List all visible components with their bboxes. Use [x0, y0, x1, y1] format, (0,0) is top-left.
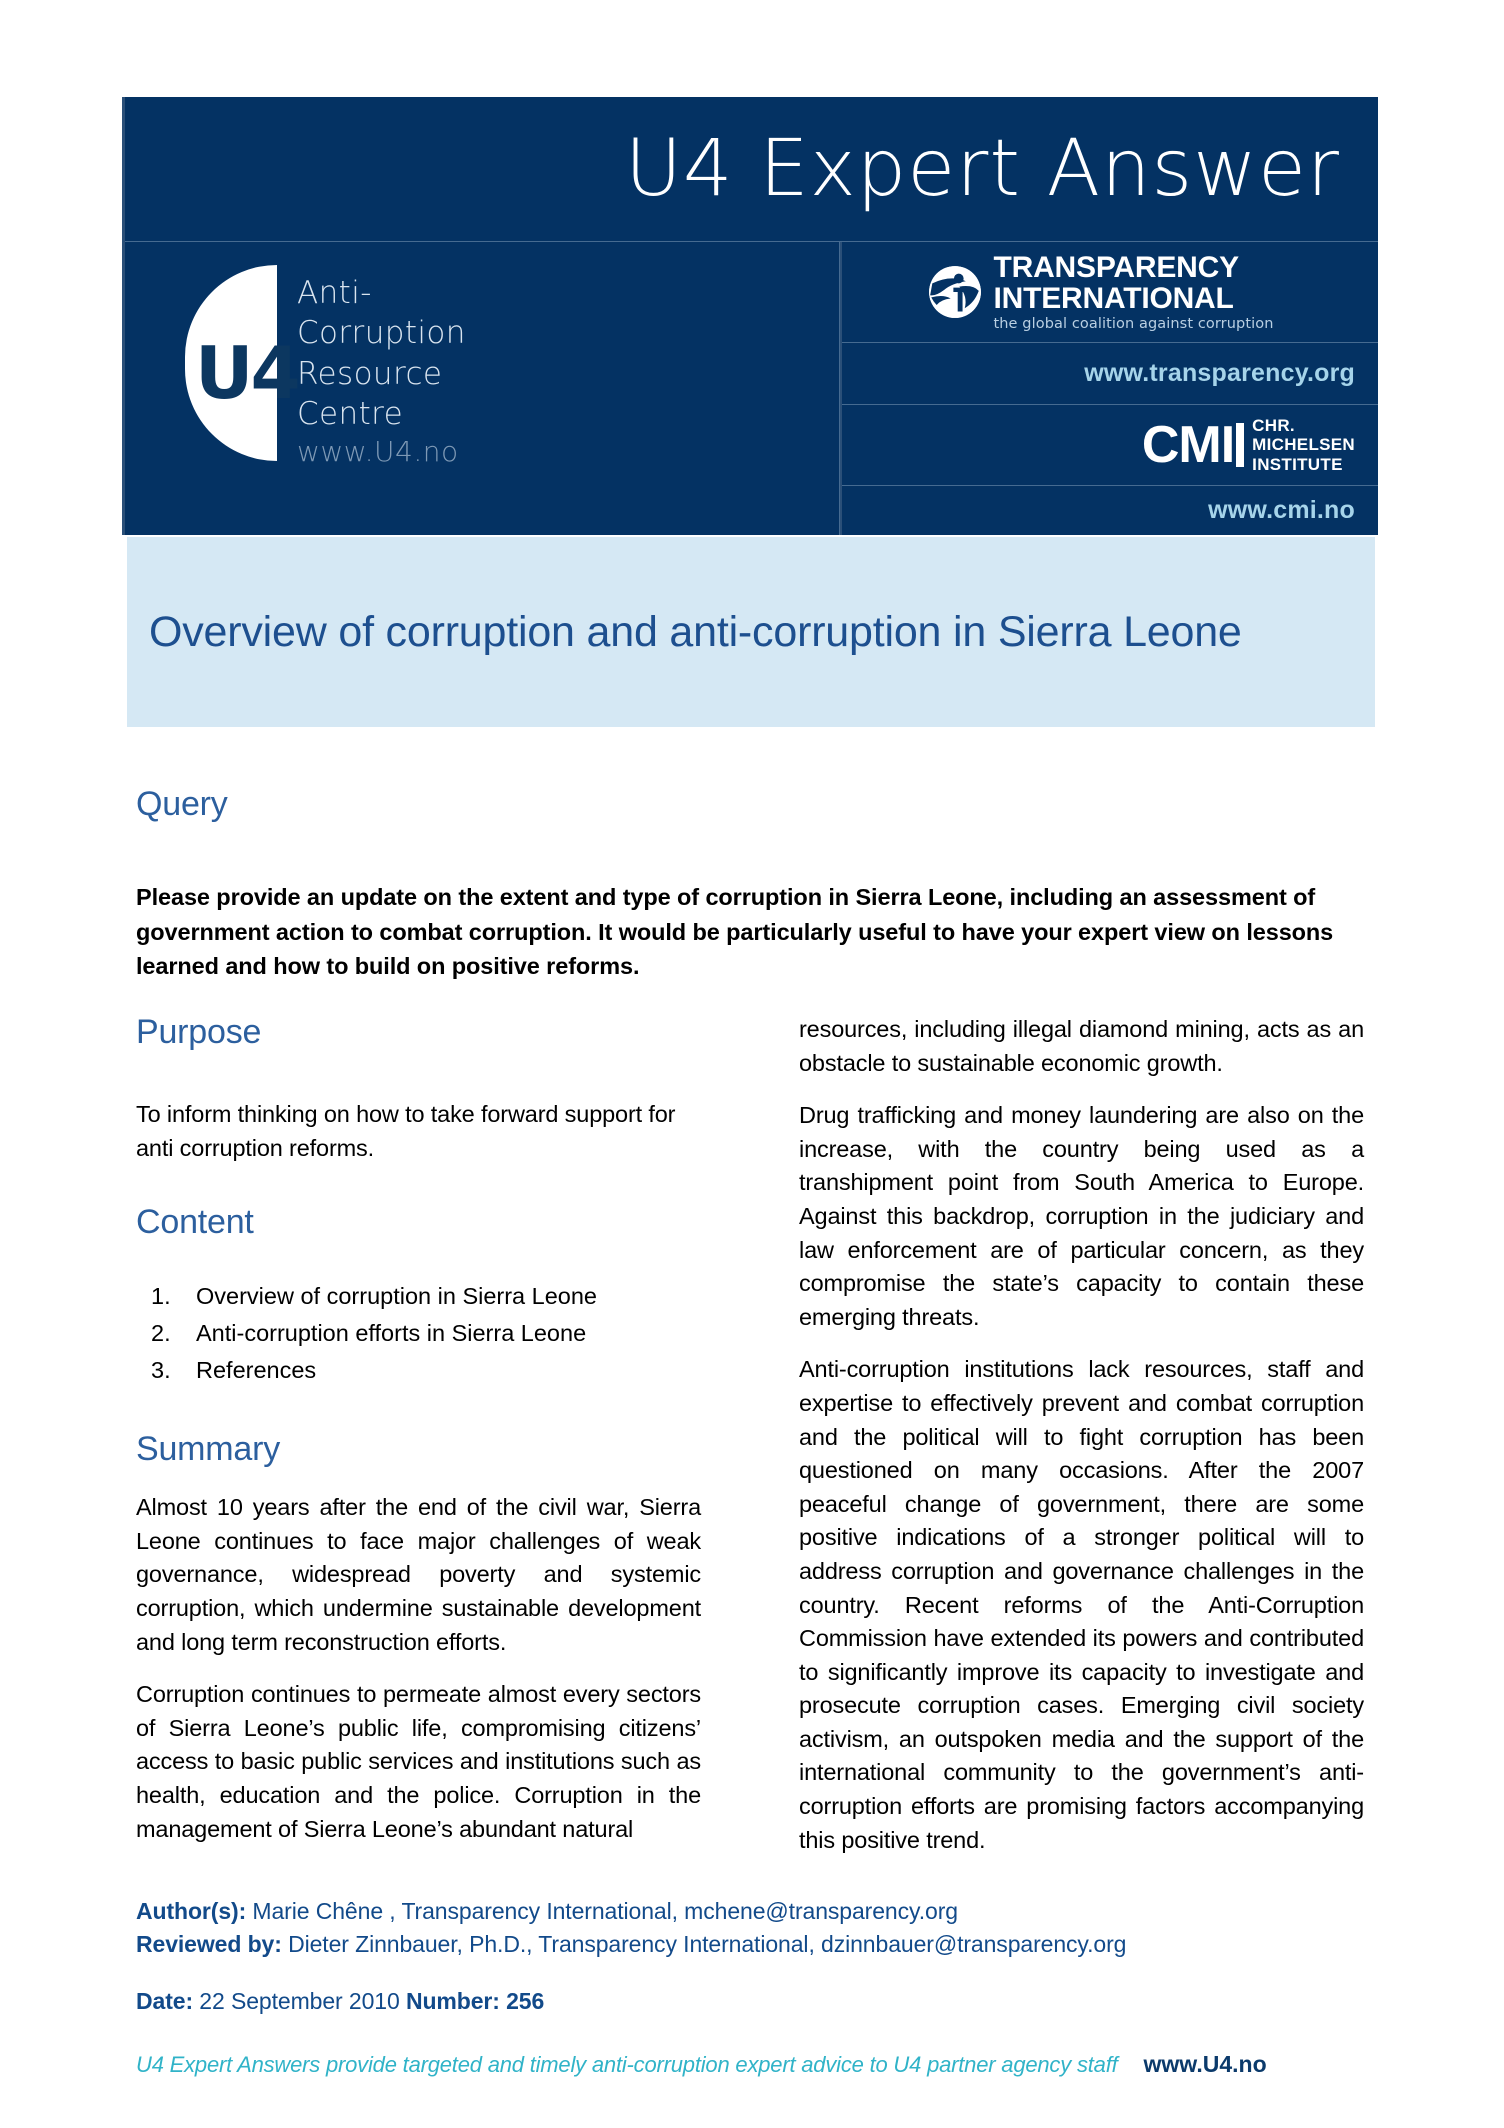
transparency-url[interactable]: www.transparency.org — [1084, 359, 1355, 387]
content-list — [136, 1278, 701, 1388]
list-item-number: 2. — [151, 1319, 171, 1346]
content-heading: Content — [136, 1203, 254, 1242]
masthead — [122, 97, 1378, 535]
reviewer-label: Reviewed by: — [136, 1930, 282, 1957]
u4-word-line3: Resource — [297, 355, 443, 392]
summary-paragraph: Anti-corruption institutions lack resources, staff and expertise to effectively prevent and combat corruption and the political will to fight corruption has been questioned on many occasions. After the 2007 peaceful change of government, there are some positive indications of a stronger political will to address corruption and governance challenges in the country. Recent reforms of the Anti-Corruption Commission have extended its powers and contributed to significantly improve its capacity to investigate and prosecute corruption cases. Emerging civil society activism, an outspoken media and the support of the international community to the government’s anti-corruption efforts are promising factors accompanying this positive trend. — [799, 1356, 1364, 1853]
cmi-line1: CHR. — [1252, 416, 1295, 436]
left-column — [136, 1013, 701, 1865]
right-column — [799, 1013, 1364, 1876]
list-item-number: 3. — [151, 1356, 171, 1383]
u4-mark-icon — [185, 265, 298, 461]
u4-logo-url[interactable]: www.U4.no — [297, 435, 459, 469]
u4-logo-panel — [125, 242, 840, 535]
ti-wordmark — [993, 250, 1274, 332]
document-footer — [136, 1895, 1364, 2078]
author-value: Marie Chêne , Transparency International, mchene@transparency.org — [246, 1898, 958, 1924]
author-label: Author(s): — [136, 1898, 247, 1924]
partner-logos-panel — [840, 242, 1378, 535]
cmi-line2: MICHELSEN — [1252, 435, 1355, 455]
purpose-heading: Purpose — [136, 1013, 262, 1051]
page-title: Overview of corruption and anti-corruption in Sierra Leone — [149, 607, 1242, 656]
date-value: 22 September 2010 — [193, 1988, 406, 2015]
summary-paragraph: Corruption continues to permeate almost every sectors of Sierra Leone’s public life, compromising citizens’ access to basic public services and institutions such as health, education and the police. Corruption in the management of Sierra Leone’s abundant natural — [136, 1681, 701, 1842]
summary-paragraph: Drug trafficking and money laundering are also on the increase, with the country being used as a transhipment point from South America to Europe. Against this backdrop, corruption in the judiciary and law enforcement are of particular concern, as they compromise the state’s capacity to contain these emerging threats. — [799, 1102, 1364, 1330]
u4-logo — [185, 265, 466, 471]
footer-tagline-row — [136, 2051, 1364, 2078]
ti-tagline: the global coalition against corruption — [993, 315, 1274, 332]
banner-title: U4 Expert Answer — [624, 124, 1340, 214]
cmi-line3: INSTITUTE — [1252, 454, 1343, 474]
author-line — [136, 1895, 1364, 1928]
footer-tagline: U4 Expert Answers provide targeted and timely anti-corruption expert advice to U4 partner agency staff — [136, 2052, 1118, 2078]
cmi-url[interactable]: www.cmi.no — [1208, 496, 1355, 524]
summary-heading: Summary — [136, 1430, 281, 1469]
summary-paragraph: resources, including illegal diamond mining, acts as an obstacle to sustainable economic growth. — [799, 1016, 1364, 1076]
list-item-label: Anti-corruption efforts in Sierra Leone — [196, 1319, 587, 1346]
document-title-band — [127, 537, 1375, 727]
list-item-number: 1. — [151, 1283, 171, 1310]
query-heading: Query — [136, 785, 228, 823]
cmi-logo — [842, 405, 1378, 486]
cmi-fullname — [1252, 416, 1355, 473]
number-label: Number: — [405, 1988, 500, 2015]
cmi-divider-bar — [1236, 423, 1244, 467]
footer-u4-url[interactable]: www.U4.no — [1143, 2051, 1267, 2078]
u4-mark-label: U4 — [195, 331, 298, 415]
u4-word-line1: Anti- — [297, 275, 372, 311]
list-item-label: Overview of corruption in Sierra Leone — [196, 1283, 598, 1310]
masthead-body — [125, 242, 1378, 535]
two-column-body — [136, 1013, 1364, 1853]
reviewer-line — [136, 1928, 1364, 1961]
list-item[interactable] — [151, 1352, 701, 1389]
ti-globe-icon — [928, 265, 982, 319]
list-item[interactable] — [151, 1315, 701, 1352]
u4-word-line2: Corruption — [297, 315, 466, 352]
query-text: Please provide an update on the extent and type of corruption in Sierra Leone, including an assessment of government action to combat corruption. It would be particularly useful to have your expert view on lessons learned and how to build on positive reforms. — [136, 884, 1334, 980]
date-label: Date: — [136, 1988, 194, 2015]
reviewer-value: Dieter Zinnbauer, Ph.D., Transparency International, dzinnbauer@transparency.org — [281, 1930, 1127, 1957]
masthead-banner — [125, 97, 1378, 242]
u4-logo-words — [297, 265, 466, 471]
u4-word-line4: Centre — [297, 395, 404, 432]
transparency-international-logo — [842, 242, 1378, 343]
list-item-label: References — [196, 1356, 317, 1383]
transparency-url-row — [842, 343, 1378, 405]
list-item[interactable] — [151, 1278, 701, 1315]
date-line — [136, 1988, 1364, 2015]
purpose-text: To inform thinking on how to take forward support for anti corruption reforms. — [136, 1101, 676, 1161]
ti-line2: INTERNATIONAL — [993, 281, 1234, 315]
ti-line1: TRANSPARENCY — [993, 250, 1239, 284]
cmi-url-row — [842, 486, 1378, 535]
summary-paragraph: Almost 10 years after the end of the civil war, Sierra Leone continues to face major challenges of weak governance, widespread poverty and systemic corruption, which undermine sustainable development and long term reconstruction efforts. — [136, 1494, 701, 1655]
cmi-acronym: CMI — [1141, 416, 1235, 474]
number-value: 256 — [499, 1988, 545, 2015]
